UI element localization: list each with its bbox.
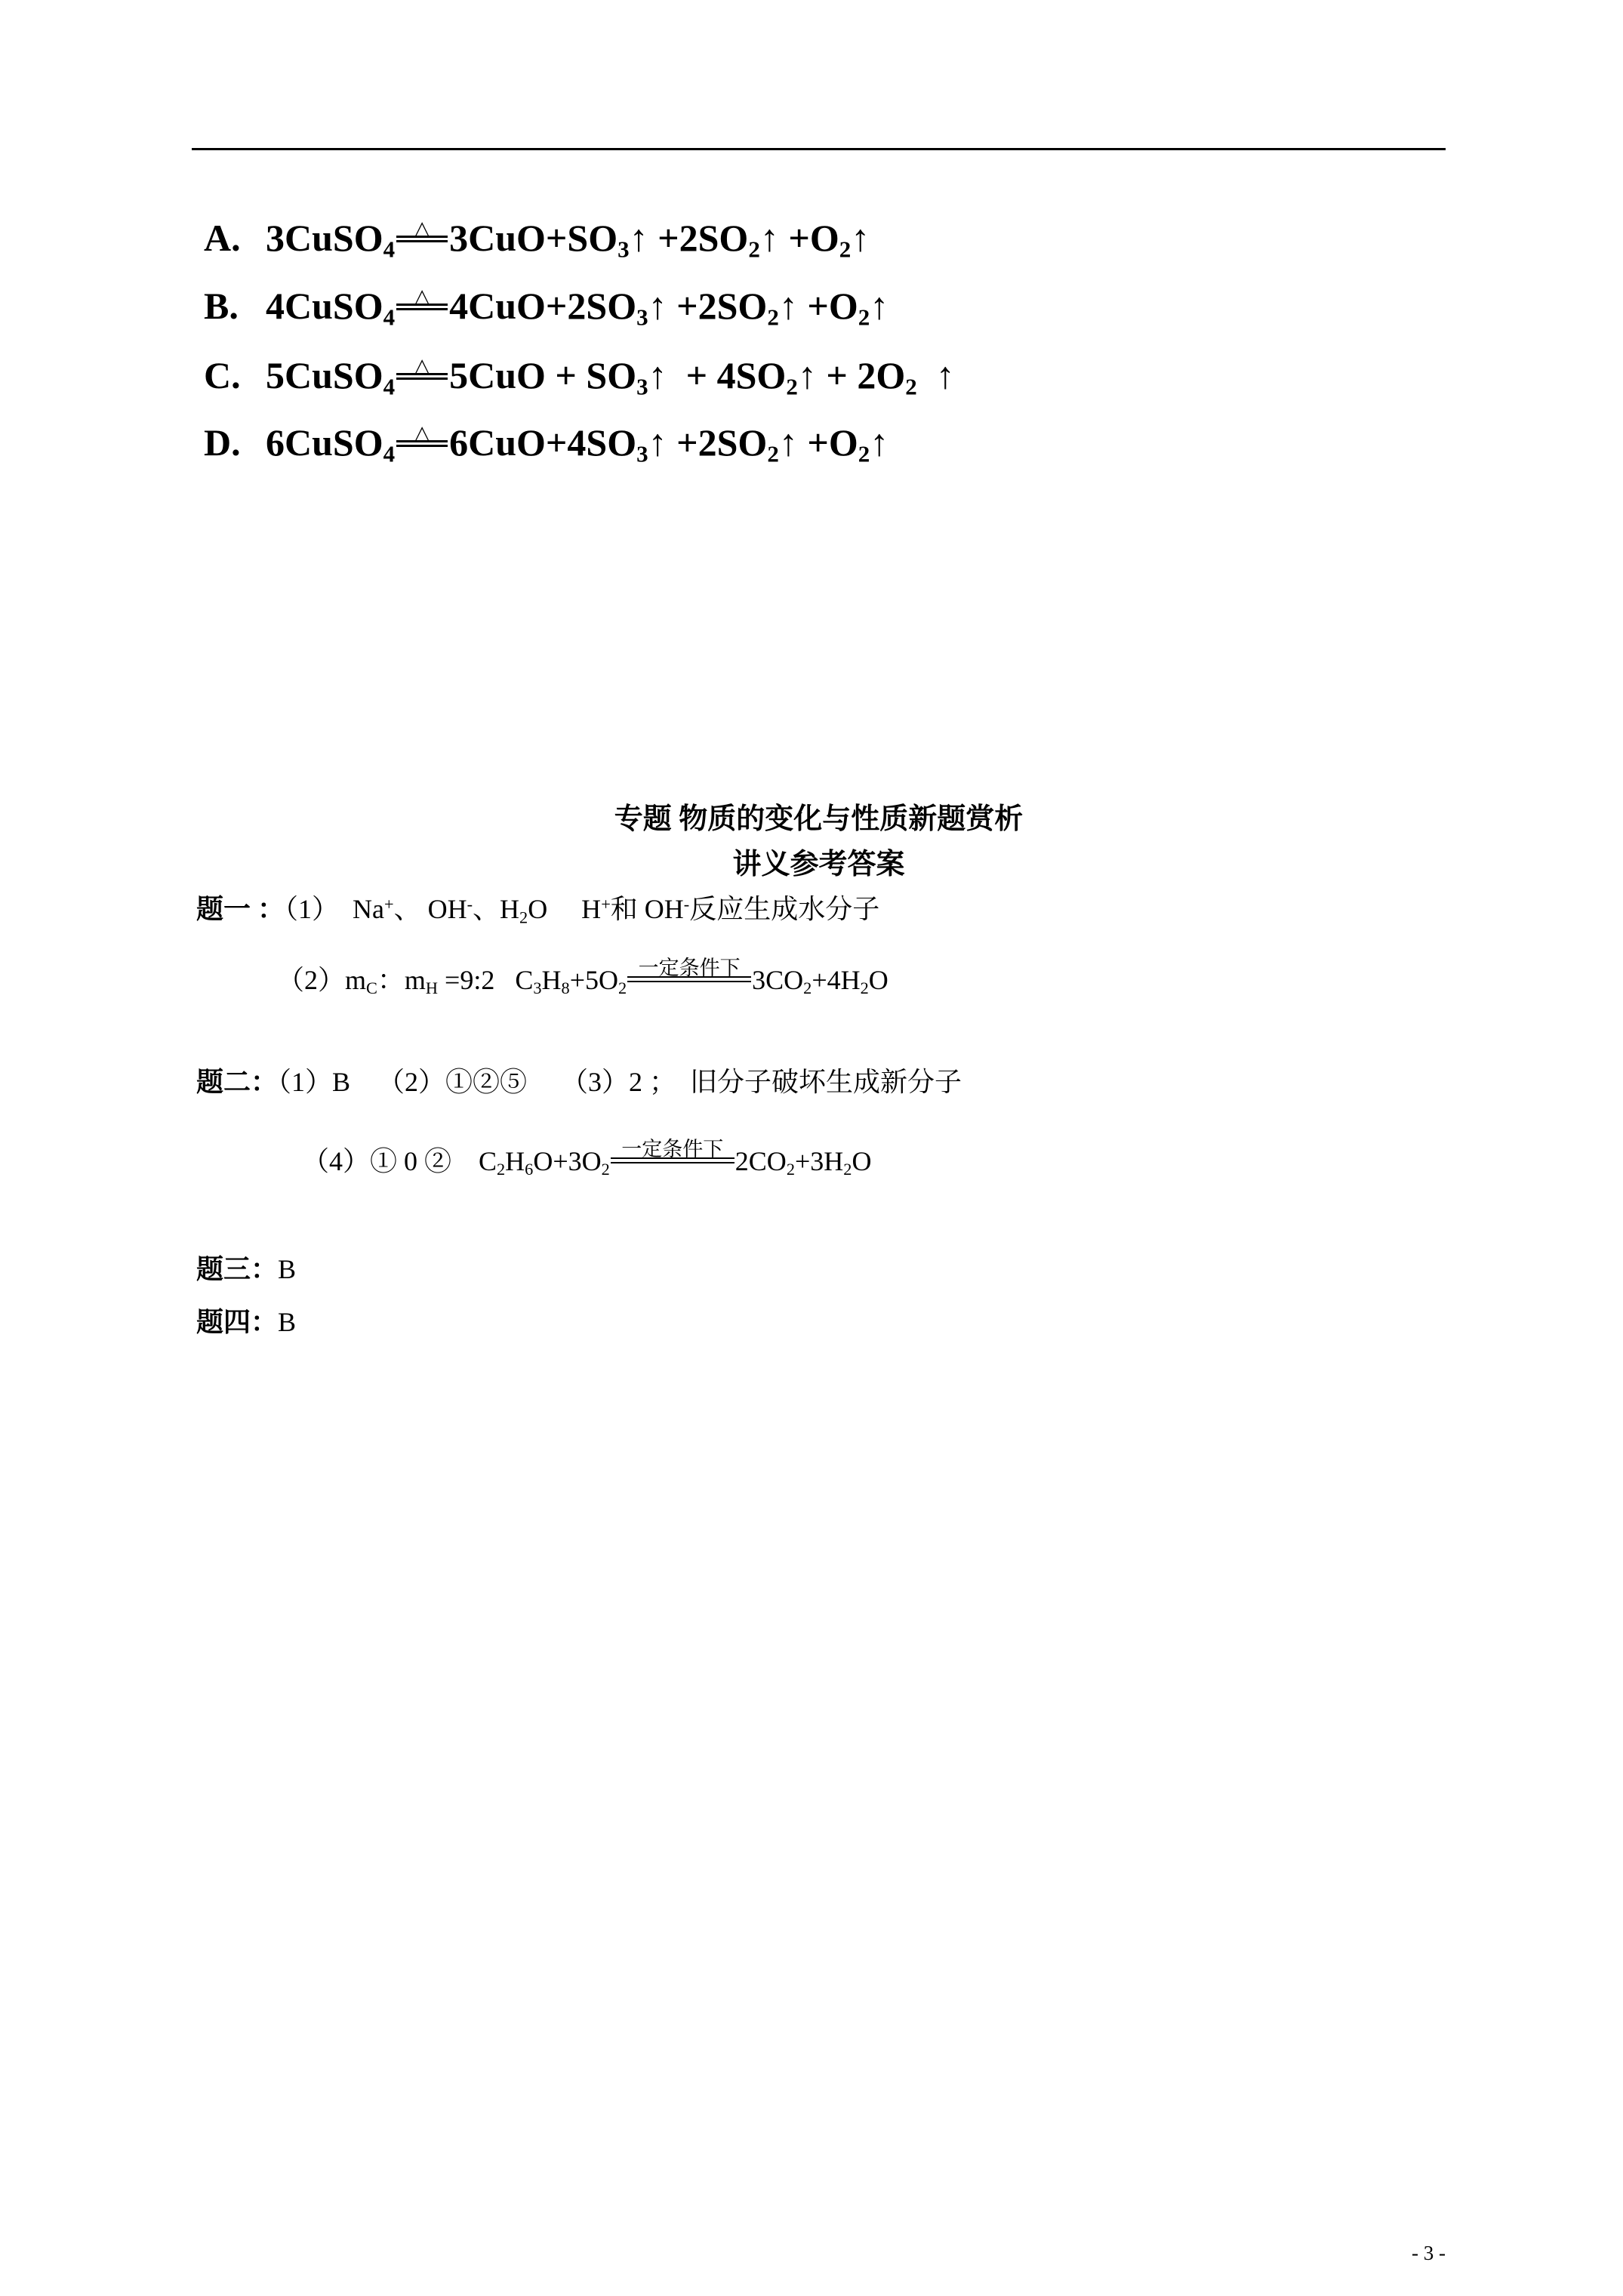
double-line-equals	[611, 1157, 735, 1163]
subscript: 3	[533, 978, 542, 998]
page-number: - 3 -	[1412, 2242, 1446, 2264]
option-d	[204, 420, 888, 477]
reaction-condition-sign	[396, 422, 448, 455]
subscript: 2	[767, 440, 779, 467]
subscript: 2	[843, 1160, 852, 1179]
option-b	[204, 283, 888, 341]
double-line-equals	[627, 976, 751, 982]
formula-text: 、 OH	[393, 894, 467, 925]
double-line-equals	[396, 236, 448, 242]
superscript: -	[467, 895, 473, 914]
chemical-equation	[266, 421, 889, 467]
double-line-equals	[396, 304, 448, 310]
formula-text: 反应生成水分子	[689, 894, 880, 925]
answer-q2-line1	[196, 1065, 962, 1099]
formula-text: O	[852, 1146, 872, 1176]
formula-text: ↑ +2SO	[648, 421, 768, 464]
formula-text: B	[278, 1254, 297, 1284]
formula-text: 2CO	[735, 1146, 787, 1176]
subscript: 4	[383, 440, 396, 467]
formula-text: O H	[528, 894, 602, 925]
header-rule	[192, 148, 1446, 150]
formula-text: （1）B （2）①②⑤ （3）2 ； 旧分子破坏生成新分子	[278, 1067, 962, 1097]
reaction-condition-sign	[611, 1138, 735, 1170]
formula-text: ↑ + 2O	[797, 354, 906, 396]
question-label: 题一 ：	[196, 894, 285, 925]
chemical-equation	[266, 354, 955, 400]
subscript: 6	[525, 1160, 534, 1179]
formula-text: ↑ +O	[778, 421, 858, 464]
answer-q4	[196, 1305, 296, 1339]
option-c	[204, 353, 955, 410]
reaction-condition-text: 一定条件下	[621, 1138, 724, 1161]
double-line-equals	[396, 373, 448, 380]
subscript: 4	[383, 304, 396, 331]
reaction-condition-text: △	[414, 355, 430, 378]
reaction-condition-text: △	[414, 217, 430, 240]
chemical-equation	[266, 285, 889, 331]
answer-q3	[196, 1253, 296, 1286]
option-label: D.	[204, 421, 241, 464]
formula-text: 6CuSO	[266, 421, 383, 464]
answers-subtitle: 讲义参考答案	[732, 849, 905, 880]
formula-text: ↑ +2SO	[629, 217, 749, 259]
formula-text: 4CuO+2SO	[449, 285, 637, 327]
formula-text: 6CuO+4SO	[449, 421, 637, 464]
answer-q2-line2	[302, 1138, 872, 1186]
subscript: C	[366, 978, 377, 998]
formula-text: H	[541, 965, 562, 995]
formula-text: O	[868, 965, 888, 995]
subscript: 2	[803, 978, 812, 998]
formula-text: =9:2 C	[438, 965, 534, 995]
subscript: 3	[636, 373, 648, 400]
formula-text: （1） Na	[285, 894, 384, 925]
formula-text: 4CuSO	[266, 285, 383, 327]
subscript: 2	[839, 236, 852, 263]
answer-q1-line2	[277, 957, 888, 1005]
formula-text: +5O	[569, 965, 618, 995]
formula-text: B	[278, 1307, 297, 1337]
question-label: 题三：	[196, 1254, 279, 1284]
formula-text: ↑ +2SO	[648, 285, 768, 327]
subscript: 2	[858, 440, 870, 467]
option-a	[204, 215, 870, 273]
formula-text: ↑	[870, 421, 889, 464]
reaction-condition-sign	[396, 285, 448, 319]
subscript: 2	[748, 236, 760, 263]
reaction-condition-sign	[627, 957, 751, 989]
option-label: B.	[204, 285, 239, 327]
subscript: 4	[383, 373, 396, 400]
chemical-equation	[266, 217, 870, 263]
reaction-condition-sign	[396, 217, 448, 251]
reaction-condition-text: △	[414, 285, 430, 308]
formula-text: 3CuSO	[266, 217, 383, 259]
subscript: 2	[786, 373, 798, 400]
formula-text: ↑	[916, 354, 955, 396]
formula-text: （2）m	[277, 965, 367, 995]
reaction-condition-text: 一定条件下	[638, 957, 741, 980]
subscript: 2	[786, 1160, 795, 1179]
formula-text: +4H	[812, 965, 861, 995]
subscript: 3	[617, 236, 630, 263]
subscript: 2	[860, 978, 869, 998]
answer-q1-line1	[196, 888, 879, 934]
formula-text: ↑	[870, 285, 889, 327]
formula-text: 3CuO+SO	[449, 217, 618, 259]
formula-text: 和 OH	[610, 894, 684, 925]
formula-text: ↑ + 4SO	[648, 354, 787, 396]
question-label: 题二：	[196, 1067, 279, 1097]
subscript: 8	[561, 978, 570, 998]
reaction-condition-text: △	[414, 422, 430, 445]
subscript: 2	[601, 1160, 610, 1179]
subscript: 4	[383, 236, 396, 263]
formula-text: 5CuO + SO	[449, 354, 637, 396]
formula-text: O+3O	[533, 1146, 602, 1176]
formula-text: 、H	[473, 894, 520, 925]
formula-text: ↑	[851, 217, 870, 259]
formula-text: +3H	[794, 1146, 844, 1176]
reaction-condition-sign	[396, 355, 448, 388]
superscript: +	[601, 895, 611, 914]
subscript: 2	[858, 304, 870, 331]
superscript: +	[384, 895, 394, 914]
option-label: A.	[204, 217, 241, 259]
subscript: 2	[618, 978, 627, 998]
question-label: 题四：	[196, 1307, 279, 1337]
formula-text: ↑ +O	[778, 285, 858, 327]
formula-text: ↑ +O	[759, 217, 839, 259]
subscript: 2	[519, 908, 528, 927]
formula-text: （4）① 0 ② C	[302, 1146, 497, 1176]
subscript: H	[425, 978, 439, 998]
formula-text: 3CO	[752, 965, 804, 995]
formula-text: 5CuSO	[266, 354, 383, 396]
formula-text: H	[505, 1146, 525, 1176]
subscript: 2	[497, 1160, 506, 1179]
subscript: 3	[636, 440, 648, 467]
formula-text: ：m	[377, 965, 426, 995]
double-line-equals	[396, 440, 448, 447]
option-label: C.	[204, 354, 241, 396]
subscript: 3	[636, 304, 648, 331]
answers-title: 专题 物质的变化与性质新题赏析	[614, 803, 1024, 835]
subscript: 2	[767, 304, 779, 331]
superscript: -	[683, 895, 690, 914]
subscript: 2	[905, 373, 917, 400]
